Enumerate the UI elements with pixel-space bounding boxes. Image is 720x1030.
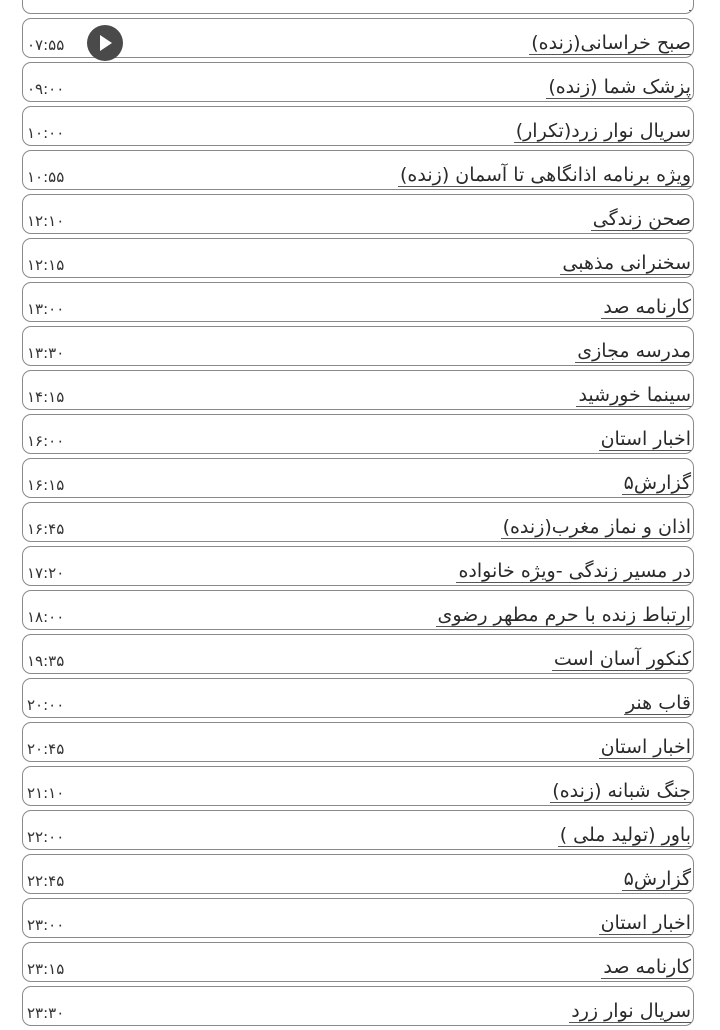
- program-time: ۰۷:۵۵: [27, 36, 65, 54]
- schedule-row[interactable]: [22, 634, 694, 674]
- schedule-row[interactable]: [22, 942, 694, 982]
- program-title: سریال نوار زرد(تکرار): [515, 120, 691, 142]
- program-title: سریال نوار زرد: [571, 1000, 691, 1022]
- program-title: سخنرانی مذهبی: [562, 252, 691, 274]
- program-time: ۱۶:۰۰: [27, 432, 65, 450]
- schedule-row[interactable]: [22, 0, 694, 14]
- program-title: مدرسه مجازی: [577, 340, 691, 362]
- program-title: اخبار استان: [600, 912, 691, 934]
- program-time: ۱۰:۰۰: [27, 124, 65, 142]
- schedule-row[interactable]: [22, 326, 694, 366]
- schedule-row[interactable]: [22, 678, 694, 718]
- schedule-row[interactable]: [22, 898, 694, 938]
- schedule-row[interactable]: [22, 62, 694, 102]
- schedule-row[interactable]: [22, 238, 694, 278]
- program-time: ۱۶:۱۵: [27, 476, 65, 494]
- program-title: ارتباط زنده با حرم مطهر رضوی: [437, 604, 691, 626]
- program-time: ۲۱:۱۰: [27, 784, 65, 802]
- program-time: ۲۰:۴۵: [27, 740, 65, 758]
- schedule-row[interactable]: [22, 722, 694, 762]
- schedule-row[interactable]: [22, 766, 694, 806]
- program-title: گزارش۵: [623, 472, 691, 494]
- schedule-row[interactable]: [22, 986, 694, 1026]
- program-time: ۲۳:۰۰: [27, 916, 65, 934]
- schedule-row[interactable]: [22, 590, 694, 630]
- program-title: باور (تولید ملی ): [559, 824, 691, 846]
- program-title: صبح خراسانی(زنده): [531, 32, 691, 54]
- program-time: ۱۷:۲۰: [27, 564, 65, 582]
- program-title: کارنامه صد: [603, 296, 691, 318]
- schedule-row[interactable]: [22, 546, 694, 586]
- program-title: اذان و نماز مغرب(زنده): [502, 516, 691, 538]
- program-title: سینما خورشید: [578, 384, 691, 406]
- program-time: ۱۹:۳۵: [27, 652, 65, 670]
- program-title: اخبار استان: [600, 428, 691, 450]
- schedule-row[interactable]: [22, 194, 694, 234]
- program-title: کارنامه صد: [603, 956, 691, 978]
- program-title: قاب هنر: [625, 692, 691, 714]
- program-time: ۲۰:۰۰: [27, 696, 65, 714]
- program-time: ۲۲:۰۰: [27, 828, 65, 846]
- program-title: ویژه برنامه اذانگاهی تا آسمان (زنده): [400, 164, 691, 186]
- program-title: کنکور آسان است: [553, 648, 691, 670]
- play-icon[interactable]: [87, 25, 123, 61]
- program-time: ۱۳:۳۰: [27, 344, 65, 362]
- schedule-row[interactable]: [22, 502, 694, 542]
- program-title: در مسیر زندگی -ویژه خانواده: [458, 560, 691, 582]
- program-time: ۱۰:۵۵: [27, 168, 65, 186]
- program-title: گزارش۵: [623, 868, 691, 890]
- program-time: ۱۲:۱۵: [27, 256, 65, 274]
- program-time: ۲۲:۴۵: [27, 872, 65, 890]
- program-title: جنگ شبانه (زنده): [552, 780, 691, 802]
- program-title: اخبار استان: [600, 736, 691, 758]
- schedule-row[interactable]: [22, 810, 694, 850]
- schedule-row[interactable]: [22, 106, 694, 146]
- schedule-row[interactable]: [22, 150, 694, 190]
- schedule-row[interactable]: [22, 282, 694, 322]
- program-title: [689, 10, 691, 11]
- schedule-row[interactable]: [22, 370, 694, 410]
- schedule-row[interactable]: [22, 458, 694, 498]
- schedule-row[interactable]: [22, 414, 694, 454]
- schedule-row[interactable]: [22, 18, 694, 58]
- program-title: پزشک شما (زنده): [548, 76, 691, 98]
- program-time: ۱۴:۱۵: [27, 388, 65, 406]
- program-time: ۰۹:۰۰: [27, 80, 65, 98]
- program-time: ۱۸:۰۰: [27, 608, 65, 626]
- program-time: ۱۳:۰۰: [27, 300, 65, 318]
- program-time: ۱۶:۴۵: [27, 520, 65, 538]
- program-time: ۲۳:۳۰: [27, 1004, 65, 1022]
- schedule-list: [22, 0, 694, 1030]
- program-time: ۱۲:۱۰: [27, 212, 65, 230]
- program-title: صحن زندگی: [592, 208, 691, 230]
- program-time: ۲۳:۱۵: [27, 960, 65, 978]
- schedule-row[interactable]: [22, 854, 694, 894]
